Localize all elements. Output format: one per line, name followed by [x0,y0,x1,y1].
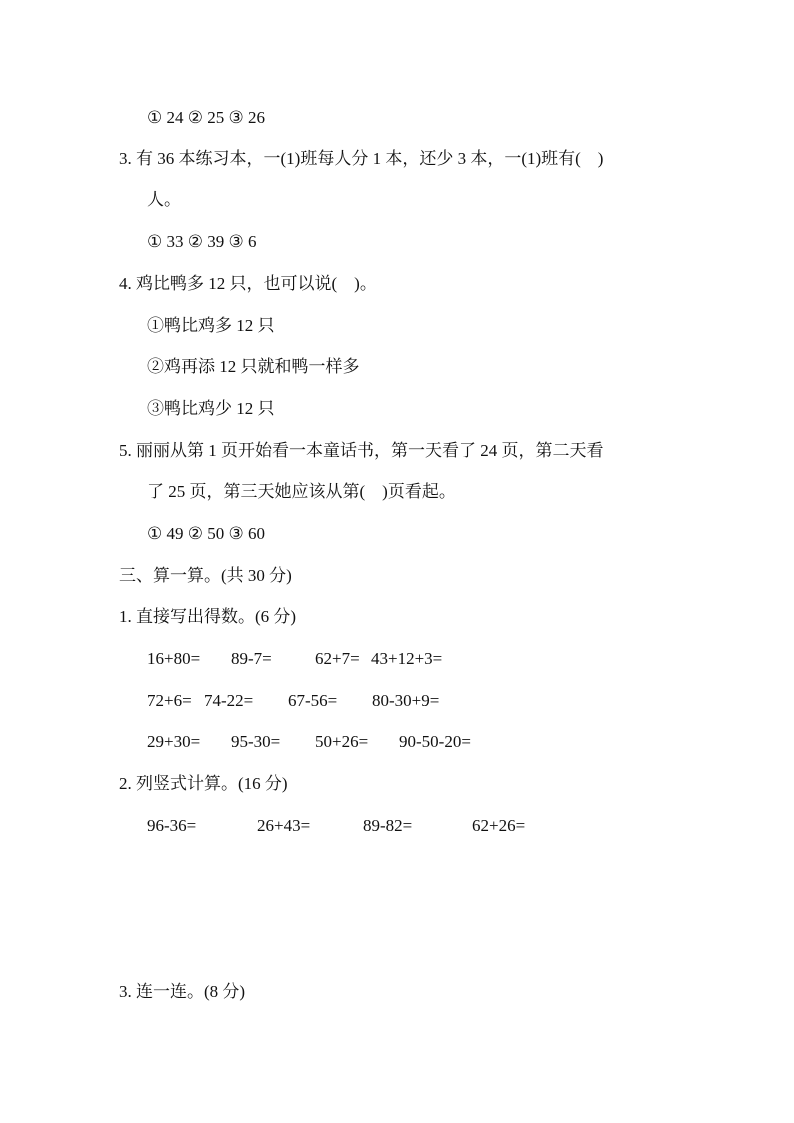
calc-item: 62+7= [315,649,360,668]
q3-text-line1: 3. 有 36 本练习本，一(1)班每人分 1 本，还少 3 本，一(1)班有( ) [119,149,604,168]
direct-calc-row-2 [147,690,707,712]
q4-option-2: ②鸡再添 12 只就和鸭一样多 [147,357,360,376]
calc-item: 16+80= [147,649,201,668]
q4-option-1: ①鸭比鸡多 12 只 [147,316,275,335]
calc-item: 29+30= [147,732,201,751]
q5-text-line2: 了 25 页，第三天她应该从第( )页看起。 [147,482,456,501]
calc-item: 89-82= [363,816,413,835]
q2-options: ① 24 ② 25 ③ 26 [147,108,265,127]
q3-options: ① 33 ② 39 ③ 6 [147,232,257,251]
s3-q1-title: 1. 直接写出得数。(6 分) [119,607,297,626]
q3-text-line2: 人。 [147,190,181,209]
calc-item: 96-36= [147,816,197,835]
calc-item: 67-56= [288,691,338,710]
calc-item: 90-50-20= [399,732,471,751]
q5-options: ① 49 ② 50 ③ 60 [147,524,265,543]
calc-item: 89-7= [231,649,272,668]
calc-item: 26+43= [257,816,311,835]
q4-option-3: ③鸭比鸡少 12 只 [147,399,275,418]
q4-text: 4. 鸡比鸭多 12 只，也可以说( )。 [119,274,377,293]
calc-item: 95-30= [231,732,281,751]
vertical-calc-row [147,815,707,837]
direct-calc-row-3 [147,731,707,753]
s3-q3-title: 3. 连一连。(8 分) [119,982,246,1001]
s3-q2-title: 2. 列竖式计算。(16 分) [119,774,288,793]
calc-item: 80-30+9= [372,691,440,710]
calc-item: 62+26= [472,816,526,835]
calc-item: 43+12+3= [371,649,443,668]
q5-text-line1: 5. 丽丽从第 1 页开始看一本童话书，第一天看了 24 页，第二天看 [119,441,604,460]
calc-item: 50+26= [315,732,369,751]
section-3-title: 三、算一算。(共 30 分) [119,566,292,585]
direct-calc-row-1 [147,648,707,670]
calc-item: 74-22= [204,691,254,710]
calc-item: 72+6= [147,691,192,710]
